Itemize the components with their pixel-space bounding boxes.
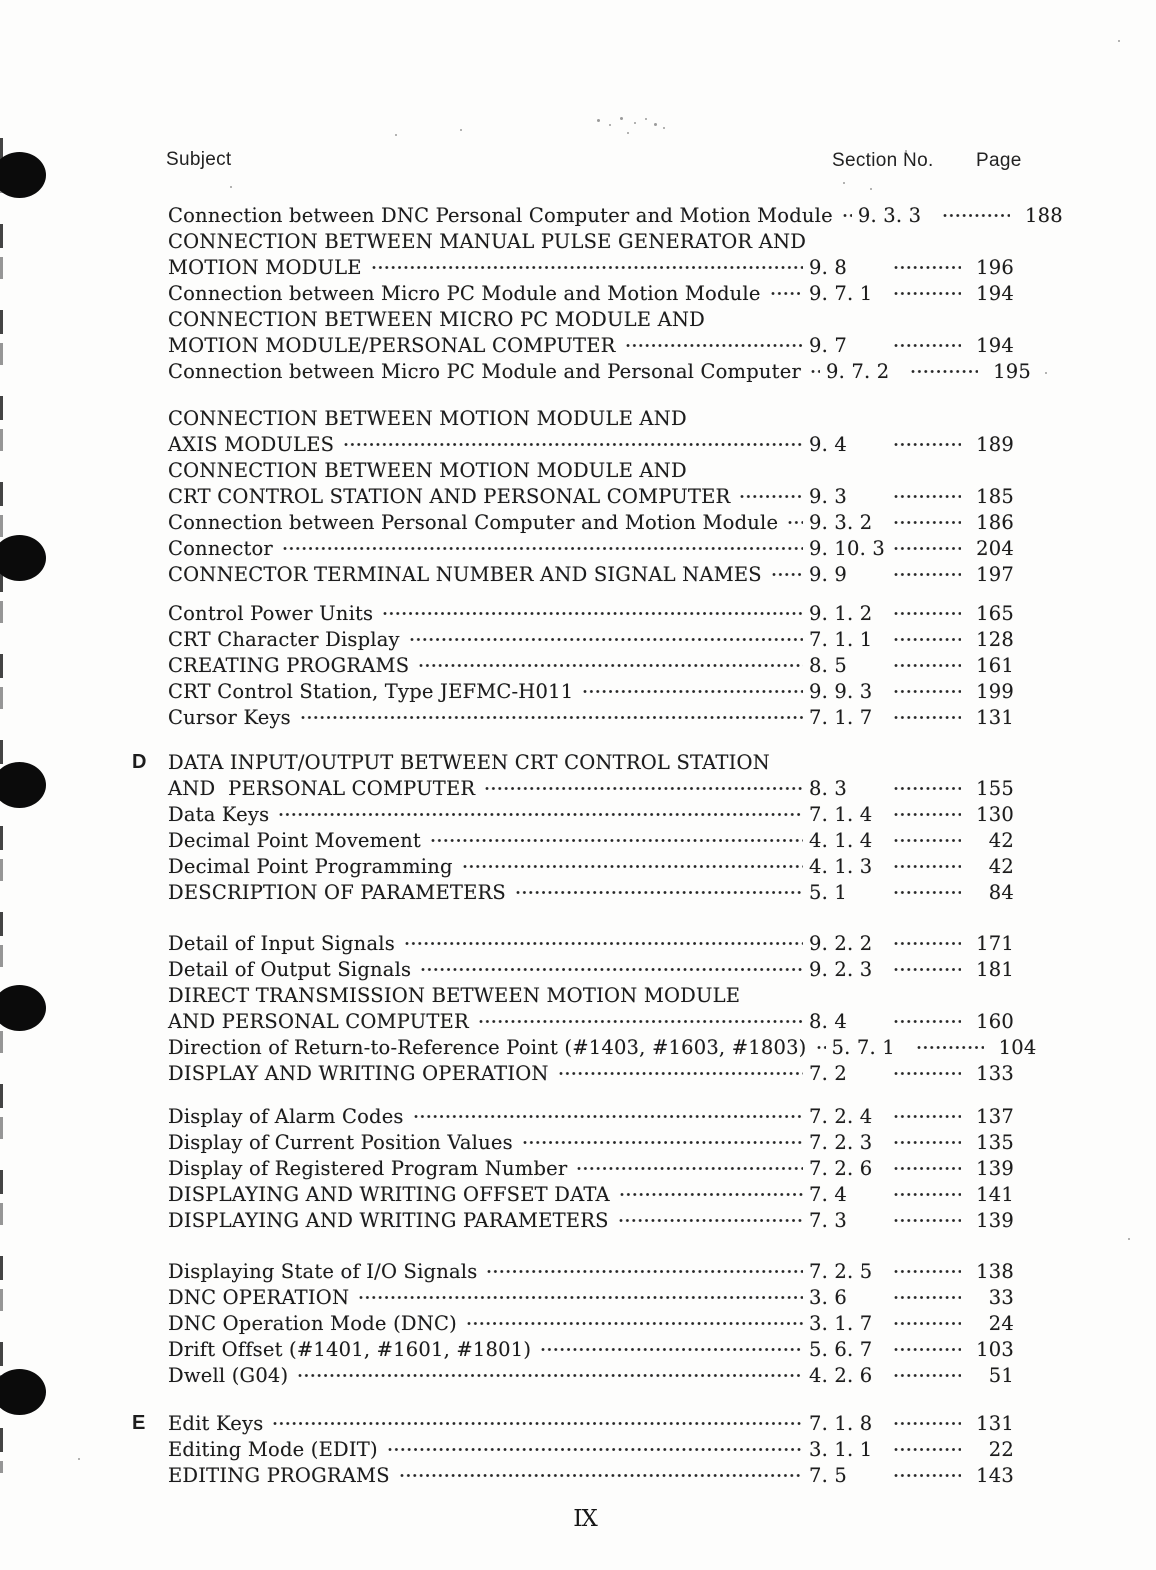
dot-leader bbox=[540, 1347, 803, 1352]
index-block bbox=[168, 1258, 1014, 1388]
entry-title: DISPLAYING AND WRITING OFFSET DATA bbox=[168, 1182, 610, 1206]
entry-section-number: 9. 7. 1 bbox=[809, 281, 873, 305]
entry-title: Connection between Personal Computer and Motion Module bbox=[168, 510, 779, 534]
dot-leader bbox=[893, 715, 961, 720]
dot-leader bbox=[893, 1166, 961, 1171]
section-letter: D bbox=[132, 751, 147, 773]
entry-section-number: 7. 2. 4 bbox=[809, 1104, 873, 1128]
dot-leader bbox=[430, 838, 803, 843]
dot-leader bbox=[625, 343, 803, 348]
entry-section-number: 3. 6 bbox=[809, 1285, 848, 1309]
scan-speck bbox=[645, 118, 647, 120]
dot-leader bbox=[893, 1140, 961, 1145]
toc-entry-row bbox=[168, 1129, 1014, 1155]
index-block bbox=[132, 749, 1014, 905]
entry-page-number: 137 bbox=[976, 1104, 1014, 1128]
entry-page-number: 22 bbox=[988, 1437, 1014, 1461]
entry-title: Connection between Micro PC Module and Motion Module bbox=[168, 281, 761, 305]
dot-leader bbox=[893, 1269, 961, 1274]
dot-leader bbox=[399, 1473, 803, 1478]
entry-title-line: CONNECTION BETWEEN MANUAL PULSE GENERATOR AND bbox=[168, 229, 807, 253]
toc-entry-row bbox=[168, 1103, 1014, 1129]
entry-page-number: 195 bbox=[993, 359, 1031, 383]
dot-leader bbox=[893, 1347, 961, 1352]
dot-leader bbox=[893, 1421, 961, 1426]
entry-title: Decimal Point Movement bbox=[168, 828, 421, 852]
entry-page-number: 161 bbox=[976, 653, 1014, 677]
toc-entry-row bbox=[168, 879, 1014, 905]
entry-section-number: 4. 2. 6 bbox=[809, 1363, 873, 1387]
entry-title: CREATING PROGRAMS bbox=[168, 653, 410, 677]
section-no-column-header: Section No. bbox=[832, 150, 934, 171]
entry-title: Control Power Units bbox=[168, 601, 374, 625]
binder-hole bbox=[0, 152, 46, 198]
entry-page-number: 155 bbox=[976, 776, 1014, 800]
entry-page-number: 130 bbox=[976, 802, 1014, 826]
dot-leader bbox=[893, 967, 961, 972]
entry-page-number: 128 bbox=[976, 627, 1014, 651]
page-column-header: Page bbox=[976, 150, 1022, 171]
entry-title: Connector bbox=[168, 536, 273, 560]
entry-title: Cursor Keys bbox=[168, 705, 291, 729]
dot-leader bbox=[893, 1473, 961, 1478]
entry-section-number: 9. 3. 2 bbox=[809, 510, 873, 534]
entry-title: Displaying State of I/O Signals bbox=[168, 1259, 478, 1283]
entry-page-number: 103 bbox=[976, 1337, 1014, 1361]
entry-section-number: 8. 4 bbox=[809, 1009, 848, 1033]
entry-page-number: 204 bbox=[976, 536, 1014, 560]
dot-leader bbox=[558, 1071, 803, 1076]
dot-leader bbox=[893, 786, 961, 791]
entry-page-number: 33 bbox=[988, 1285, 1014, 1309]
scan-speck bbox=[1128, 1238, 1130, 1240]
scan-speck bbox=[663, 127, 665, 129]
toc-entry-row bbox=[168, 853, 1014, 879]
toc-entry-row bbox=[168, 1155, 1014, 1181]
index-list bbox=[132, 202, 1063, 1488]
dot-leader bbox=[282, 546, 803, 551]
toc-entry-row bbox=[168, 280, 1014, 306]
entry-section-number: 9. 9. 3 bbox=[809, 679, 873, 703]
dot-leader bbox=[893, 689, 961, 694]
dot-leader bbox=[522, 1140, 803, 1145]
binder-hole bbox=[0, 762, 46, 808]
entry-title: DESCRIPTION OF PARAMETERS bbox=[168, 880, 506, 904]
entry-section-number: 9. 3. 3 bbox=[857, 203, 922, 227]
dot-leader bbox=[942, 213, 1010, 218]
entry-page-number: 181 bbox=[976, 957, 1014, 981]
index-block bbox=[168, 600, 1014, 730]
toc-entry-row bbox=[168, 652, 1014, 678]
entry-page-number: 51 bbox=[988, 1363, 1014, 1387]
toc-entry-row bbox=[168, 1207, 1014, 1233]
dot-leader bbox=[893, 611, 961, 616]
toc-entry-wrap-row bbox=[168, 982, 1014, 1008]
dot-leader bbox=[893, 1295, 961, 1300]
dot-leader bbox=[300, 715, 803, 720]
entry-section-number: 5. 6. 7 bbox=[809, 1337, 873, 1361]
entry-section-number: 7. 1. 7 bbox=[809, 705, 873, 729]
entry-section-number: 9. 2. 2 bbox=[809, 931, 873, 955]
dot-leader bbox=[893, 1321, 961, 1326]
entry-title: CONNECTOR TERMINAL NUMBER AND SIGNAL NAMES bbox=[168, 562, 762, 586]
entry-title: MOTION MODULE/PERSONAL COMPUTER bbox=[168, 333, 616, 357]
entry-page-number: 186 bbox=[976, 510, 1014, 534]
dot-leader bbox=[418, 663, 803, 668]
entry-title: Connection between Micro PC Module and Personal Computer bbox=[168, 359, 801, 383]
toc-entry-wrap-row bbox=[168, 749, 1014, 775]
entry-page-number: 42 bbox=[988, 828, 1014, 852]
entry-section-number: 7. 2 bbox=[809, 1061, 848, 1085]
dot-leader bbox=[893, 1373, 961, 1378]
entry-title: AXIS MODULES bbox=[168, 432, 335, 456]
toc-entry-row bbox=[168, 202, 1063, 228]
index-block bbox=[168, 405, 1014, 587]
entry-page-number: 138 bbox=[976, 1259, 1014, 1283]
scan-speck bbox=[634, 122, 636, 124]
dot-leader bbox=[387, 1447, 803, 1452]
toc-entry-row bbox=[168, 678, 1014, 704]
index-block bbox=[168, 930, 1037, 1086]
toc-entry-row bbox=[168, 332, 1014, 358]
index-block bbox=[168, 1103, 1014, 1233]
toc-entry-wrap-row bbox=[168, 306, 1014, 332]
toc-entry-row bbox=[168, 626, 1014, 652]
scan-speck bbox=[1045, 372, 1047, 374]
entry-title: Editing Mode (EDIT) bbox=[168, 1437, 378, 1461]
toc-entry-row bbox=[168, 930, 1014, 956]
dot-leader bbox=[343, 442, 803, 447]
folio-page-number: IX bbox=[573, 1506, 597, 1532]
entry-title: Connection between DNC Personal Computer and Motion Module bbox=[168, 203, 833, 227]
entry-section-number: 5. 7. 1 bbox=[831, 1035, 895, 1059]
toc-entry-row bbox=[168, 1258, 1014, 1284]
entry-section-number: 7. 2. 5 bbox=[809, 1259, 873, 1283]
dot-leader bbox=[893, 1192, 961, 1197]
dot-leader bbox=[739, 494, 803, 499]
entry-title: DNC Operation Mode (DNC) bbox=[168, 1311, 457, 1335]
entry-title: Detail of Input Signals bbox=[168, 931, 395, 955]
entry-title: Drift Offset (#1401, #1601, #1801) bbox=[168, 1337, 532, 1361]
entry-page-number: 143 bbox=[976, 1463, 1014, 1487]
dot-leader bbox=[893, 890, 961, 895]
entry-title: Direction of Return-to-Reference Point (#1403, #1603, #1803) bbox=[168, 1035, 807, 1059]
dot-leader bbox=[893, 1447, 961, 1452]
toc-entry-row bbox=[168, 1008, 1014, 1034]
dot-leader bbox=[893, 1071, 961, 1076]
entry-section-number: 4. 1. 4 bbox=[809, 828, 873, 852]
scan-speck bbox=[460, 129, 462, 131]
toc-entry-row bbox=[168, 535, 1014, 561]
dot-leader bbox=[462, 864, 803, 869]
entry-title: Data Keys bbox=[168, 802, 270, 826]
toc-entry-row bbox=[168, 1034, 1037, 1060]
dot-leader bbox=[893, 265, 961, 270]
toc-entry-row bbox=[168, 254, 1014, 280]
entry-title: CRT Control Station, Type JEFMC-H011 bbox=[168, 679, 574, 703]
dot-leader bbox=[842, 213, 852, 218]
entry-title: Display of Current Position Values bbox=[168, 1130, 513, 1154]
entry-section-number: 7. 2. 3 bbox=[809, 1130, 873, 1154]
entry-page-number: 24 bbox=[988, 1311, 1014, 1335]
dot-leader bbox=[413, 1114, 803, 1119]
entry-title: EDITING PROGRAMS bbox=[168, 1463, 390, 1487]
toc-entry-row bbox=[168, 1362, 1014, 1388]
toc-entry-row bbox=[168, 956, 1014, 982]
toc-entry-row bbox=[168, 1410, 1014, 1436]
scan-speck bbox=[78, 1458, 80, 1460]
binder-hole bbox=[0, 985, 46, 1031]
dot-leader bbox=[619, 1192, 803, 1197]
entry-title: Display of Registered Program Number bbox=[168, 1156, 568, 1180]
dot-leader bbox=[910, 369, 978, 374]
entry-page-number: 131 bbox=[976, 1411, 1014, 1435]
dot-leader bbox=[893, 572, 961, 577]
entry-title: Edit Keys bbox=[168, 1411, 264, 1435]
entry-title: DISPLAY AND WRITING OPERATION bbox=[168, 1061, 549, 1085]
toc-entry-row bbox=[168, 561, 1014, 587]
dot-leader bbox=[787, 520, 803, 525]
entry-section-number: 7. 5 bbox=[809, 1463, 848, 1487]
scan-speck bbox=[1118, 40, 1120, 42]
dot-leader bbox=[420, 967, 803, 972]
dot-leader bbox=[893, 494, 961, 499]
entry-page-number: 160 bbox=[976, 1009, 1014, 1033]
entry-page-number: 165 bbox=[976, 601, 1014, 625]
entry-page-number: 171 bbox=[976, 931, 1014, 955]
dot-leader bbox=[771, 572, 803, 577]
entry-section-number: 9. 8 bbox=[809, 255, 848, 279]
toc-entry-row bbox=[168, 775, 1014, 801]
dot-leader bbox=[358, 1295, 803, 1300]
entry-title: CRT CONTROL STATION AND PERSONAL COMPUTER bbox=[168, 484, 731, 508]
dot-leader bbox=[770, 291, 803, 296]
entry-section-number: 9. 7. 2 bbox=[825, 359, 890, 383]
entry-section-number: 9. 2. 3 bbox=[809, 957, 873, 981]
dot-leader bbox=[893, 1114, 961, 1119]
dot-leader bbox=[916, 1045, 984, 1050]
index-block bbox=[168, 202, 1063, 384]
entry-section-number: 9. 3 bbox=[809, 484, 848, 508]
entry-title: AND PERSONAL COMPUTER bbox=[168, 1009, 469, 1033]
entry-section-number: 5. 1 bbox=[809, 880, 848, 904]
dot-leader bbox=[466, 1321, 803, 1326]
dot-leader bbox=[576, 1166, 803, 1171]
scan-speck bbox=[843, 182, 845, 184]
entry-page-number: 194 bbox=[976, 333, 1014, 357]
dot-leader bbox=[893, 663, 961, 668]
entry-page-number: 197 bbox=[976, 562, 1014, 586]
toc-entry-row bbox=[168, 704, 1014, 730]
entry-section-number: 7. 1. 1 bbox=[809, 627, 873, 651]
entry-page-number: 199 bbox=[976, 679, 1014, 703]
toc-entry-row bbox=[168, 1181, 1014, 1207]
entry-page-number: 185 bbox=[976, 484, 1014, 508]
entry-section-number: 7. 2. 6 bbox=[809, 1156, 873, 1180]
entry-title-line: DIRECT TRANSMISSION BETWEEN MOTION MODULE bbox=[168, 983, 741, 1007]
entry-title: AND PERSONAL COMPUTER bbox=[168, 776, 476, 800]
entry-section-number: 3. 1. 1 bbox=[809, 1437, 873, 1461]
dot-leader bbox=[810, 369, 820, 374]
toc-entry-row bbox=[168, 483, 1014, 509]
binder-hole bbox=[0, 535, 46, 581]
entry-section-number: 4. 1. 3 bbox=[809, 854, 873, 878]
dot-leader bbox=[893, 291, 961, 296]
dot-leader bbox=[893, 520, 961, 525]
entry-page-number: 189 bbox=[976, 432, 1014, 456]
toc-entry-row bbox=[168, 827, 1014, 853]
toc-entry-row bbox=[168, 431, 1014, 457]
entry-page-number: 194 bbox=[976, 281, 1014, 305]
entry-page-number: 104 bbox=[998, 1035, 1037, 1059]
toc-entry-row bbox=[168, 1336, 1014, 1362]
toc-entry-row bbox=[168, 1462, 1014, 1488]
toc-entry-row bbox=[168, 801, 1014, 827]
toc-entry-row bbox=[168, 358, 1031, 384]
scan-speck bbox=[654, 123, 657, 126]
entry-page-number: 133 bbox=[976, 1061, 1014, 1085]
entry-title-line: CONNECTION BETWEEN MOTION MODULE AND bbox=[168, 458, 687, 482]
toc-entry-row bbox=[168, 1310, 1014, 1336]
entry-section-number: 8. 5 bbox=[809, 653, 848, 677]
dot-leader bbox=[297, 1373, 803, 1378]
entry-section-number: 9. 9 bbox=[809, 562, 848, 586]
entry-title: CRT Character Display bbox=[168, 627, 400, 651]
scan-speck bbox=[620, 117, 623, 120]
scan-speck bbox=[395, 134, 397, 136]
toc-entry-wrap-row bbox=[168, 457, 1014, 483]
scan-speck bbox=[230, 186, 232, 188]
entry-page-number: 141 bbox=[976, 1182, 1014, 1206]
scan-speck bbox=[609, 124, 611, 126]
toc-entry-row bbox=[168, 1284, 1014, 1310]
entry-title: DNC OPERATION bbox=[168, 1285, 350, 1309]
entry-page-number: 188 bbox=[1025, 203, 1063, 227]
entry-title: Dwell (G04) bbox=[168, 1363, 289, 1387]
dot-leader bbox=[272, 1421, 803, 1426]
dot-leader bbox=[816, 1045, 826, 1050]
entry-title: Decimal Point Programming bbox=[168, 854, 453, 878]
entry-section-number: 7. 1. 4 bbox=[809, 802, 873, 826]
scan-speck bbox=[870, 188, 872, 190]
entry-page-number: 135 bbox=[976, 1130, 1014, 1154]
entry-section-number: 7. 4 bbox=[809, 1182, 848, 1206]
dot-leader bbox=[893, 546, 961, 551]
dot-leader bbox=[893, 637, 961, 642]
toc-entry-row bbox=[168, 1436, 1014, 1462]
entry-page-number: 139 bbox=[976, 1156, 1014, 1180]
dot-leader bbox=[582, 689, 803, 694]
dot-leader bbox=[618, 1218, 803, 1223]
toc-entry-row bbox=[168, 509, 1014, 535]
toc-entry-wrap-row bbox=[168, 228, 1014, 254]
entry-section-number: 3. 1. 7 bbox=[809, 1311, 873, 1335]
scan-speck bbox=[597, 119, 600, 122]
dot-leader bbox=[484, 786, 803, 791]
dot-leader bbox=[893, 838, 961, 843]
entry-page-number: 139 bbox=[976, 1208, 1014, 1232]
dot-leader bbox=[515, 890, 803, 895]
entry-page-number: 196 bbox=[976, 255, 1014, 279]
entry-page-number: 131 bbox=[976, 705, 1014, 729]
scan-edge-line bbox=[0, 138, 3, 1473]
toc-entry-row bbox=[168, 1060, 1014, 1086]
section-letter: E bbox=[132, 1412, 146, 1434]
entry-title-line: CONNECTION BETWEEN MOTION MODULE AND bbox=[168, 406, 687, 430]
entry-page-number: 84 bbox=[988, 880, 1014, 904]
entry-page-number: 42 bbox=[988, 854, 1014, 878]
entry-section-number: 7. 1. 8 bbox=[809, 1411, 873, 1435]
dot-leader bbox=[382, 611, 803, 616]
entry-title: DISPLAYING AND WRITING PARAMETERS bbox=[168, 1208, 609, 1232]
entry-section-number: 7. 3 bbox=[809, 1208, 848, 1232]
dot-leader bbox=[278, 812, 803, 817]
entry-title: Display of Alarm Codes bbox=[168, 1104, 404, 1128]
entry-title-line: DATA INPUT/OUTPUT BETWEEN CRT CONTROL STATION bbox=[168, 750, 770, 774]
dot-leader bbox=[893, 941, 961, 946]
entry-section-number: 9. 4 bbox=[809, 432, 848, 456]
dot-leader bbox=[893, 1019, 961, 1024]
dot-leader bbox=[893, 442, 961, 447]
index-block bbox=[132, 1410, 1014, 1488]
scan-speck bbox=[627, 132, 629, 134]
dot-leader bbox=[404, 941, 803, 946]
dot-leader bbox=[371, 265, 803, 270]
entry-section-number: 8. 3 bbox=[809, 776, 848, 800]
entry-section-number: 9. 7 bbox=[809, 333, 848, 357]
dot-leader bbox=[893, 812, 961, 817]
dot-leader bbox=[893, 864, 961, 869]
dot-leader bbox=[893, 1218, 961, 1223]
entry-title: MOTION MODULE bbox=[168, 255, 362, 279]
dot-leader bbox=[478, 1019, 803, 1024]
entry-title-line: CONNECTION BETWEEN MICRO PC MODULE AND bbox=[168, 307, 705, 331]
dot-leader bbox=[409, 637, 803, 642]
dot-leader bbox=[893, 343, 961, 348]
entry-section-number: 9. 1. 2 bbox=[809, 601, 873, 625]
entry-section-number: 9. 10. 3 bbox=[809, 536, 886, 560]
toc-entry-row bbox=[168, 600, 1014, 626]
subject-column-header: Subject bbox=[166, 149, 232, 170]
dot-leader bbox=[486, 1269, 803, 1274]
entry-title: Detail of Output Signals bbox=[168, 957, 412, 981]
toc-entry-wrap-row bbox=[168, 405, 1014, 431]
binder-hole bbox=[0, 1369, 46, 1415]
